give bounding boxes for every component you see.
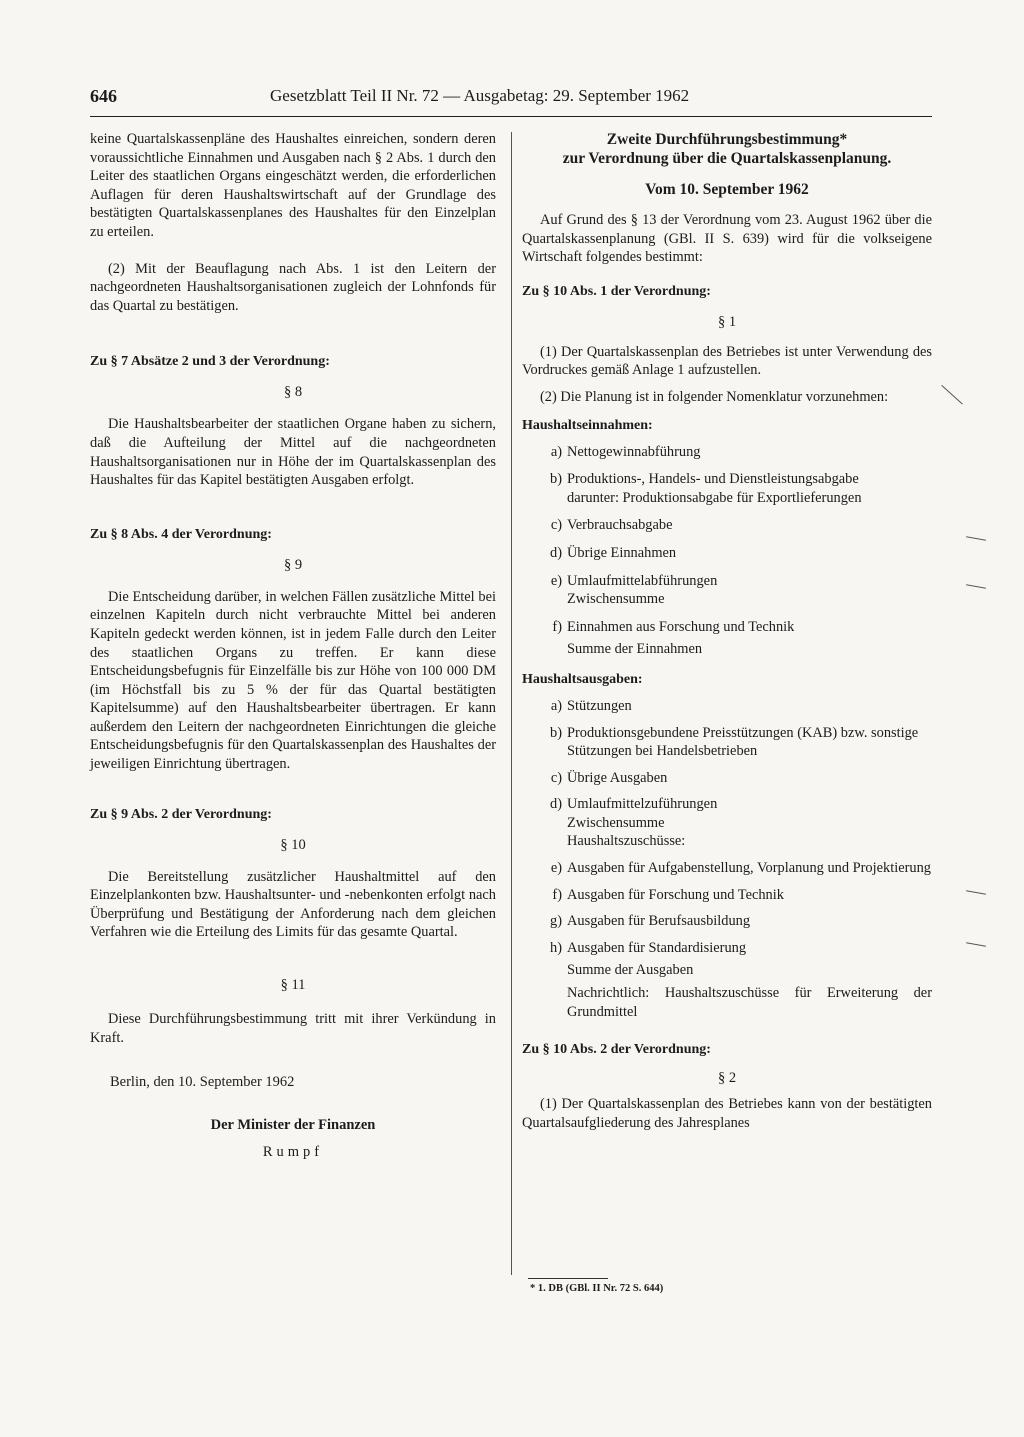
list-item: c) Verbrauchsabgabe <box>550 517 673 534</box>
section-heading: Zu § 8 Abs. 4 der Verordnung: <box>90 526 272 542</box>
section-number: § 10 <box>280 836 306 853</box>
list-heading: Haushaltseinnahmen: <box>522 417 653 433</box>
list-subitem: Zwischensumme <box>567 591 665 608</box>
footnote: * 1. DB (GBl. II Nr. 72 S. 644) <box>530 1283 664 1294</box>
paragraph: keine Quartalskassenpläne des Haushaltes einreichen, sondern deren voraussichtliche Einnahmen und Ausgaben nach § 2 Abs. 1 durch den Leiter des staatlichen Organs eingeschätzt werden, die erforderlichen Auflagen für deren Haushaltswirtschaft auf der Grundlage des bestätigten Quartalskassenplanes des Haushaltes für den Einzelplan zu erteilen. <box>90 131 496 240</box>
decree-subtitle: zur Verordnung über die Quartalskassenplanung. <box>562 150 892 167</box>
margin-mark <box>966 942 986 947</box>
list-note: Nachrichtlich: Haushaltszuschüsse für Erweiterung der Grundmittel <box>567 985 932 1020</box>
paragraph: (2) Mit der Beauflagung nach Abs. 1 ist den Leitern der nachgeordneten Haushaltsorganisationen zugleich der Lohnfonds für das Quartal zu bestätigen. <box>90 260 496 314</box>
section-number: § 2 <box>717 1070 737 1087</box>
list-item: e) Ausgaben für Aufgabenstellung, Vorplanung und Projektierung <box>550 860 931 877</box>
list-subitem: Haushaltszuschüsse: <box>567 833 686 850</box>
list-subitem: Zwischensumme <box>567 814 665 831</box>
list-sum: Summe der Ausgaben <box>567 962 694 979</box>
list-item: h) Ausgaben für Standardisierung <box>550 939 747 956</box>
paragraph: Auf Grund des § 13 der Verordnung vom 23. August 1962 über die Quartalskassenplanung (GBl. II S. 639) wird für die volkseigene Wirtschaft folgendes bestimmt: <box>522 212 932 266</box>
list-item: g) Ausgaben für Berufsausbildung <box>550 913 751 930</box>
paragraph: Die Bereitstellung zusätzlicher Haushaltmittel auf den Einzelplankonten bzw. Haushaltsunter- und -nebenkonten erfolgt nach Überprüfung und Bestätigung der Anforderung nach dem gleichen Verfahren wie die Erteilung des Limits für das gesamte Quartal. <box>90 868 496 941</box>
paragraph: Diese Durchführungsbestimmung tritt mit ihrer Verkündung in Kraft. <box>90 1011 496 1046</box>
place-date: Berlin, den 10. September 1962 <box>110 1074 295 1091</box>
right-column <box>522 130 932 1132</box>
decree-title: Zweite Durchführungsbestimmung* <box>606 131 848 148</box>
margin-mark <box>966 584 986 589</box>
list-item: b) Produktions-, Handels- und Dienstleistungsabgabe <box>550 471 859 488</box>
decree-date: Vom 10. September 1962 <box>645 181 809 198</box>
list-item: d) Umlaufmittelzuführungen <box>550 796 718 813</box>
paragraph: Die Haushaltsbearbeiter der staatlichen Organe haben zu sichern, daß die Aufteilung der Mittel auf die nachgeordneten Haushaltsorganisationen nur in Höhe der im Quartalskassenplan des Haushaltes für das Kapitel bestätigten Ausgaben erfolgt. <box>90 416 496 489</box>
section-heading: Zu § 7 Absätze 2 und 3 der Verordnung: <box>90 354 330 370</box>
paragraph: (2) Die Planung ist in folgender Nomenklatur vorzunehmen: <box>540 388 889 405</box>
section-heading: Zu § 9 Abs. 2 der Verordnung: <box>90 806 272 822</box>
left-column <box>90 130 496 1161</box>
header-rule <box>90 116 932 117</box>
list-item: a) Stützungen <box>550 697 632 714</box>
paragraph: (1) Der Quartalskassenplan des Betriebes kann von der bestätigten Quartalsaufgliederung des Jahresplanes <box>522 1096 932 1131</box>
page-header <box>90 86 932 112</box>
paragraph: Die Entscheidung darüber, in welchen Fällen zusätzliche Mittel bei einzelnen Kapiteln durch nicht verbrauchte Mittel bei anderen Kapiteln gedeckt werden können, ist in jedem Falle durch den Leiter des staatlichen Organs zu treffen. Er kann diese Entscheidungsbefugnis für Einzelfälle bis zur Höhe von 100 000 DM (im Höchstfall bis zu 5 % der für das Quartal bestätigten Kapitelsumme) auf den Haushaltsbearbeiter übertragen. Er kann außerdem den Leitern der nachgeordneten Einrichtungen die gleiche Entscheidungsbefugnis für den Quartalskassenplan des Haushaltes der jeweiligen Einrichtung übertragen. <box>90 588 496 773</box>
footnote-rule <box>528 1278 608 1279</box>
list-item: a) Nettogewinnabführung <box>550 443 701 460</box>
margin-mark <box>966 890 986 895</box>
gazette-title: Gesetzblatt Teil II Nr. 72 — Ausgabetag: 29. September 1962 <box>270 86 690 105</box>
list-item: f) Einnahmen aus Forschung und Technik <box>552 618 795 635</box>
list-item: b) Produktionsgebundene Preisstützungen (KAB) bzw. sonstige Stützungen bei Handelsbetrieben <box>550 724 919 760</box>
column-divider <box>511 132 512 1275</box>
list-item: e) Umlaufmittelabführungen <box>550 572 718 589</box>
expenditure-list <box>522 697 932 1021</box>
margin-mark <box>941 385 963 405</box>
list-sum: Summe der Einnahmen <box>567 641 703 658</box>
section-heading: Zu § 10 Abs. 1 der Verordnung: <box>522 283 711 299</box>
section-number: § 9 <box>283 556 303 573</box>
revenue-list <box>522 443 932 659</box>
list-item: f) Ausgaben für Forschung und Technik <box>552 886 784 903</box>
list-heading: Haushaltsausgaben: <box>522 671 643 687</box>
list-subitem: darunter: Produktionsabgabe für Exportlieferungen <box>567 489 862 506</box>
page-number: 646 <box>90 86 117 106</box>
section-heading: Zu § 10 Abs. 2 der Verordnung: <box>522 1042 711 1058</box>
list-item: c) Übrige Ausgaben <box>550 769 668 786</box>
margin-mark <box>966 536 986 541</box>
minister-title: Der Minister der Finanzen <box>210 1116 376 1133</box>
signatory: Rumpf <box>262 1143 324 1160</box>
section-number: § 1 <box>717 313 737 330</box>
section-number: § 8 <box>283 384 303 401</box>
list-item: d) Übrige Einnahmen <box>550 544 677 561</box>
section-number: § 11 <box>280 977 306 994</box>
paragraph: (1) Der Quartalskassenplan des Betriebes ist unter Verwendung des Vordruckes gemäß Anlage 1 aufzustellen. <box>522 343 932 379</box>
